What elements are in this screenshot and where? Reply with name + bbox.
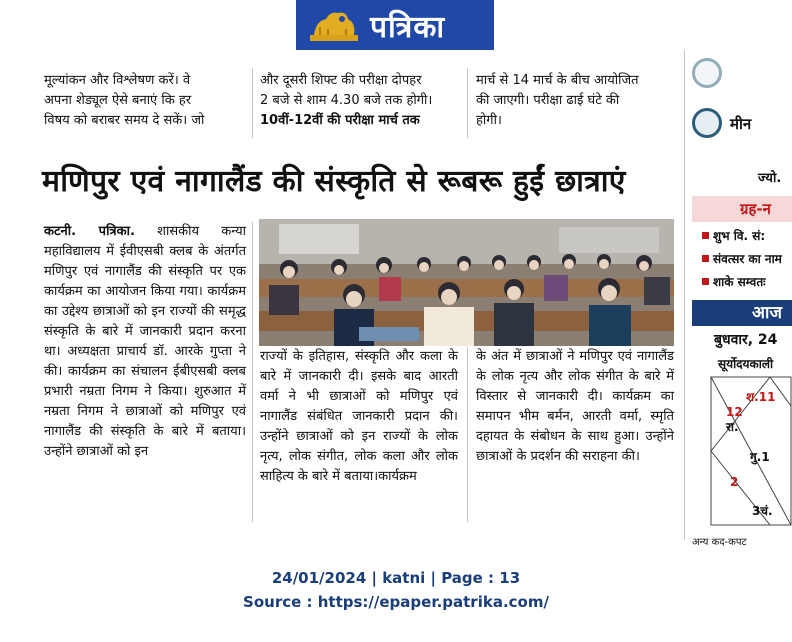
lion-icon bbox=[306, 5, 362, 45]
panchang-row bbox=[692, 227, 765, 244]
chart-label: 12 bbox=[726, 405, 743, 419]
pisces-icon bbox=[692, 108, 722, 138]
text-line: 2 बजे से शाम 4.30 बजे तक होगी। bbox=[260, 93, 433, 108]
article-column-2 bbox=[260, 347, 458, 487]
bullet-icon bbox=[702, 278, 709, 285]
article-photo bbox=[259, 219, 674, 346]
column-divider bbox=[252, 222, 253, 522]
classroom-photo-illustration bbox=[259, 219, 674, 346]
graha-nakshatra-band: ग्रह-न bbox=[692, 196, 792, 222]
text-line: विषय को बराबर समय दे सकें। जो bbox=[44, 113, 205, 128]
text-line: होगी। bbox=[476, 113, 502, 128]
zodiac-sign-label: मीन bbox=[730, 115, 752, 133]
page-footer bbox=[0, 566, 792, 614]
jyotish-label: ज्यो. bbox=[758, 171, 782, 186]
subheading-line: 10वीं-12वीं की परीक्षा मार्च तक bbox=[260, 113, 420, 128]
article-lead-text: शासकीय कन्या महाविद्यालय में ईवीएसबी क्लब के अंतर्गत मणिपुर एवं नागालैंड की संस्कृति पर एक कार्यक्रम का आयोजन किया गया। कार्यक्रम का उद्देश्य छात्राओं को इन राज्यों की समृद्ध संस्कृति के बारे में जानकारी प्रदान करना था। अध्यक्षता प्राचार्य डॉ. आरके गुप्ता ने की। कार्यक्रम का संचालन ईबीएसबी क्लब प्रभारी नम्रता निगम ने किया। शुरुआत में नम्रता निगम ने छात्राओं को मणिपुर एवं नागालैंड की संस्कृति के बारे में बताया। उन्होंने छात्राओं को इन bbox=[44, 224, 246, 459]
zodiac-icon bbox=[692, 58, 722, 88]
article-headline: मणिपुर एवं नागालैंड की संस्कृति से रूबरू हुईं छात्राएं bbox=[42, 164, 626, 199]
chart-label: रा. bbox=[726, 420, 739, 434]
text-line: की जाएगी। परीक्षा ढाई घंटे की bbox=[476, 93, 620, 108]
column-divider bbox=[467, 347, 468, 522]
panchang-row bbox=[692, 250, 782, 267]
chart-label: श.11 bbox=[746, 390, 776, 404]
masthead bbox=[296, 0, 494, 50]
top-column-1 bbox=[44, 71, 244, 131]
text-line: मार्च से 14 मार्च के बीच आयोजित bbox=[476, 73, 639, 88]
chart-label: 3चं. bbox=[752, 504, 773, 518]
column-divider bbox=[467, 68, 468, 138]
panchang-sidebar bbox=[692, 50, 792, 548]
article-text: राज्यों के इतिहास, संस्कृति और कला के बारे में जानकारी दी। इसके बाद आरती वर्मा ने भी छात्राओं को मणिपुर एवं नागालैंड संबंधित जानकारी प्रदान की। उन्होंने छात्राओं को इन राज्यों के लोक नृत्य, लोक संगीत, लोक कला और लोक साहित्य के बारे में बताया।कार्यक्रम bbox=[260, 349, 458, 484]
edition-info: 24/01/2024 | katni | Page : 13 bbox=[271, 569, 521, 587]
dateline: कटनी. पत्रिका. bbox=[44, 224, 135, 239]
sunrise-label: सूर्योदयकाली bbox=[718, 357, 774, 371]
brand-name[interactable]: पत्रिका bbox=[370, 9, 446, 45]
chart-label: गु.1 bbox=[750, 450, 770, 464]
article-column-3 bbox=[476, 347, 674, 467]
row-label: संवत्सर का नाम bbox=[713, 252, 782, 266]
bullet-icon bbox=[702, 255, 709, 262]
top-column-2 bbox=[260, 71, 460, 131]
row-label: शाके सम्वतः bbox=[713, 275, 766, 289]
sidebar-bottom-text: अन्य कद-कपट bbox=[692, 537, 747, 548]
aaj-band: आज bbox=[692, 300, 792, 326]
text-line: और दूसरी शिफ्ट की परीक्षा दोपहर bbox=[260, 73, 422, 88]
top-column-3 bbox=[476, 71, 674, 131]
row-label: शुभ वि. सं: bbox=[713, 229, 766, 243]
chart-label: 2 bbox=[730, 475, 739, 489]
text-line: मूल्यांकन और विश्लेषण करें। वे bbox=[44, 73, 191, 88]
text-line: अपना शेड्यूल ऐसे बनाएं कि हर bbox=[44, 93, 192, 108]
column-divider bbox=[252, 68, 253, 138]
panchang-row bbox=[692, 273, 766, 290]
article-column-1 bbox=[44, 222, 246, 462]
bullet-icon bbox=[702, 232, 709, 239]
article-text: के अंत में छात्राओं ने मणिपुर एवं नागालैंड के लोक नृत्य और लोक संगीत के बारे में विस्तार से जानकारी दी। कार्यक्रम का समापन भीम बर्मन, आरती वर्मा, स्मृति दहायत के संबोधन के साथ हुआ। उन्होंने छात्राओं के प्रदर्शन की सराहना की। bbox=[476, 349, 674, 464]
sidebar-divider bbox=[684, 50, 685, 540]
day-label: बुधवार, 24 bbox=[714, 332, 778, 348]
source-link[interactable]: Source : https://epaper.patrika.com/ bbox=[243, 593, 549, 611]
